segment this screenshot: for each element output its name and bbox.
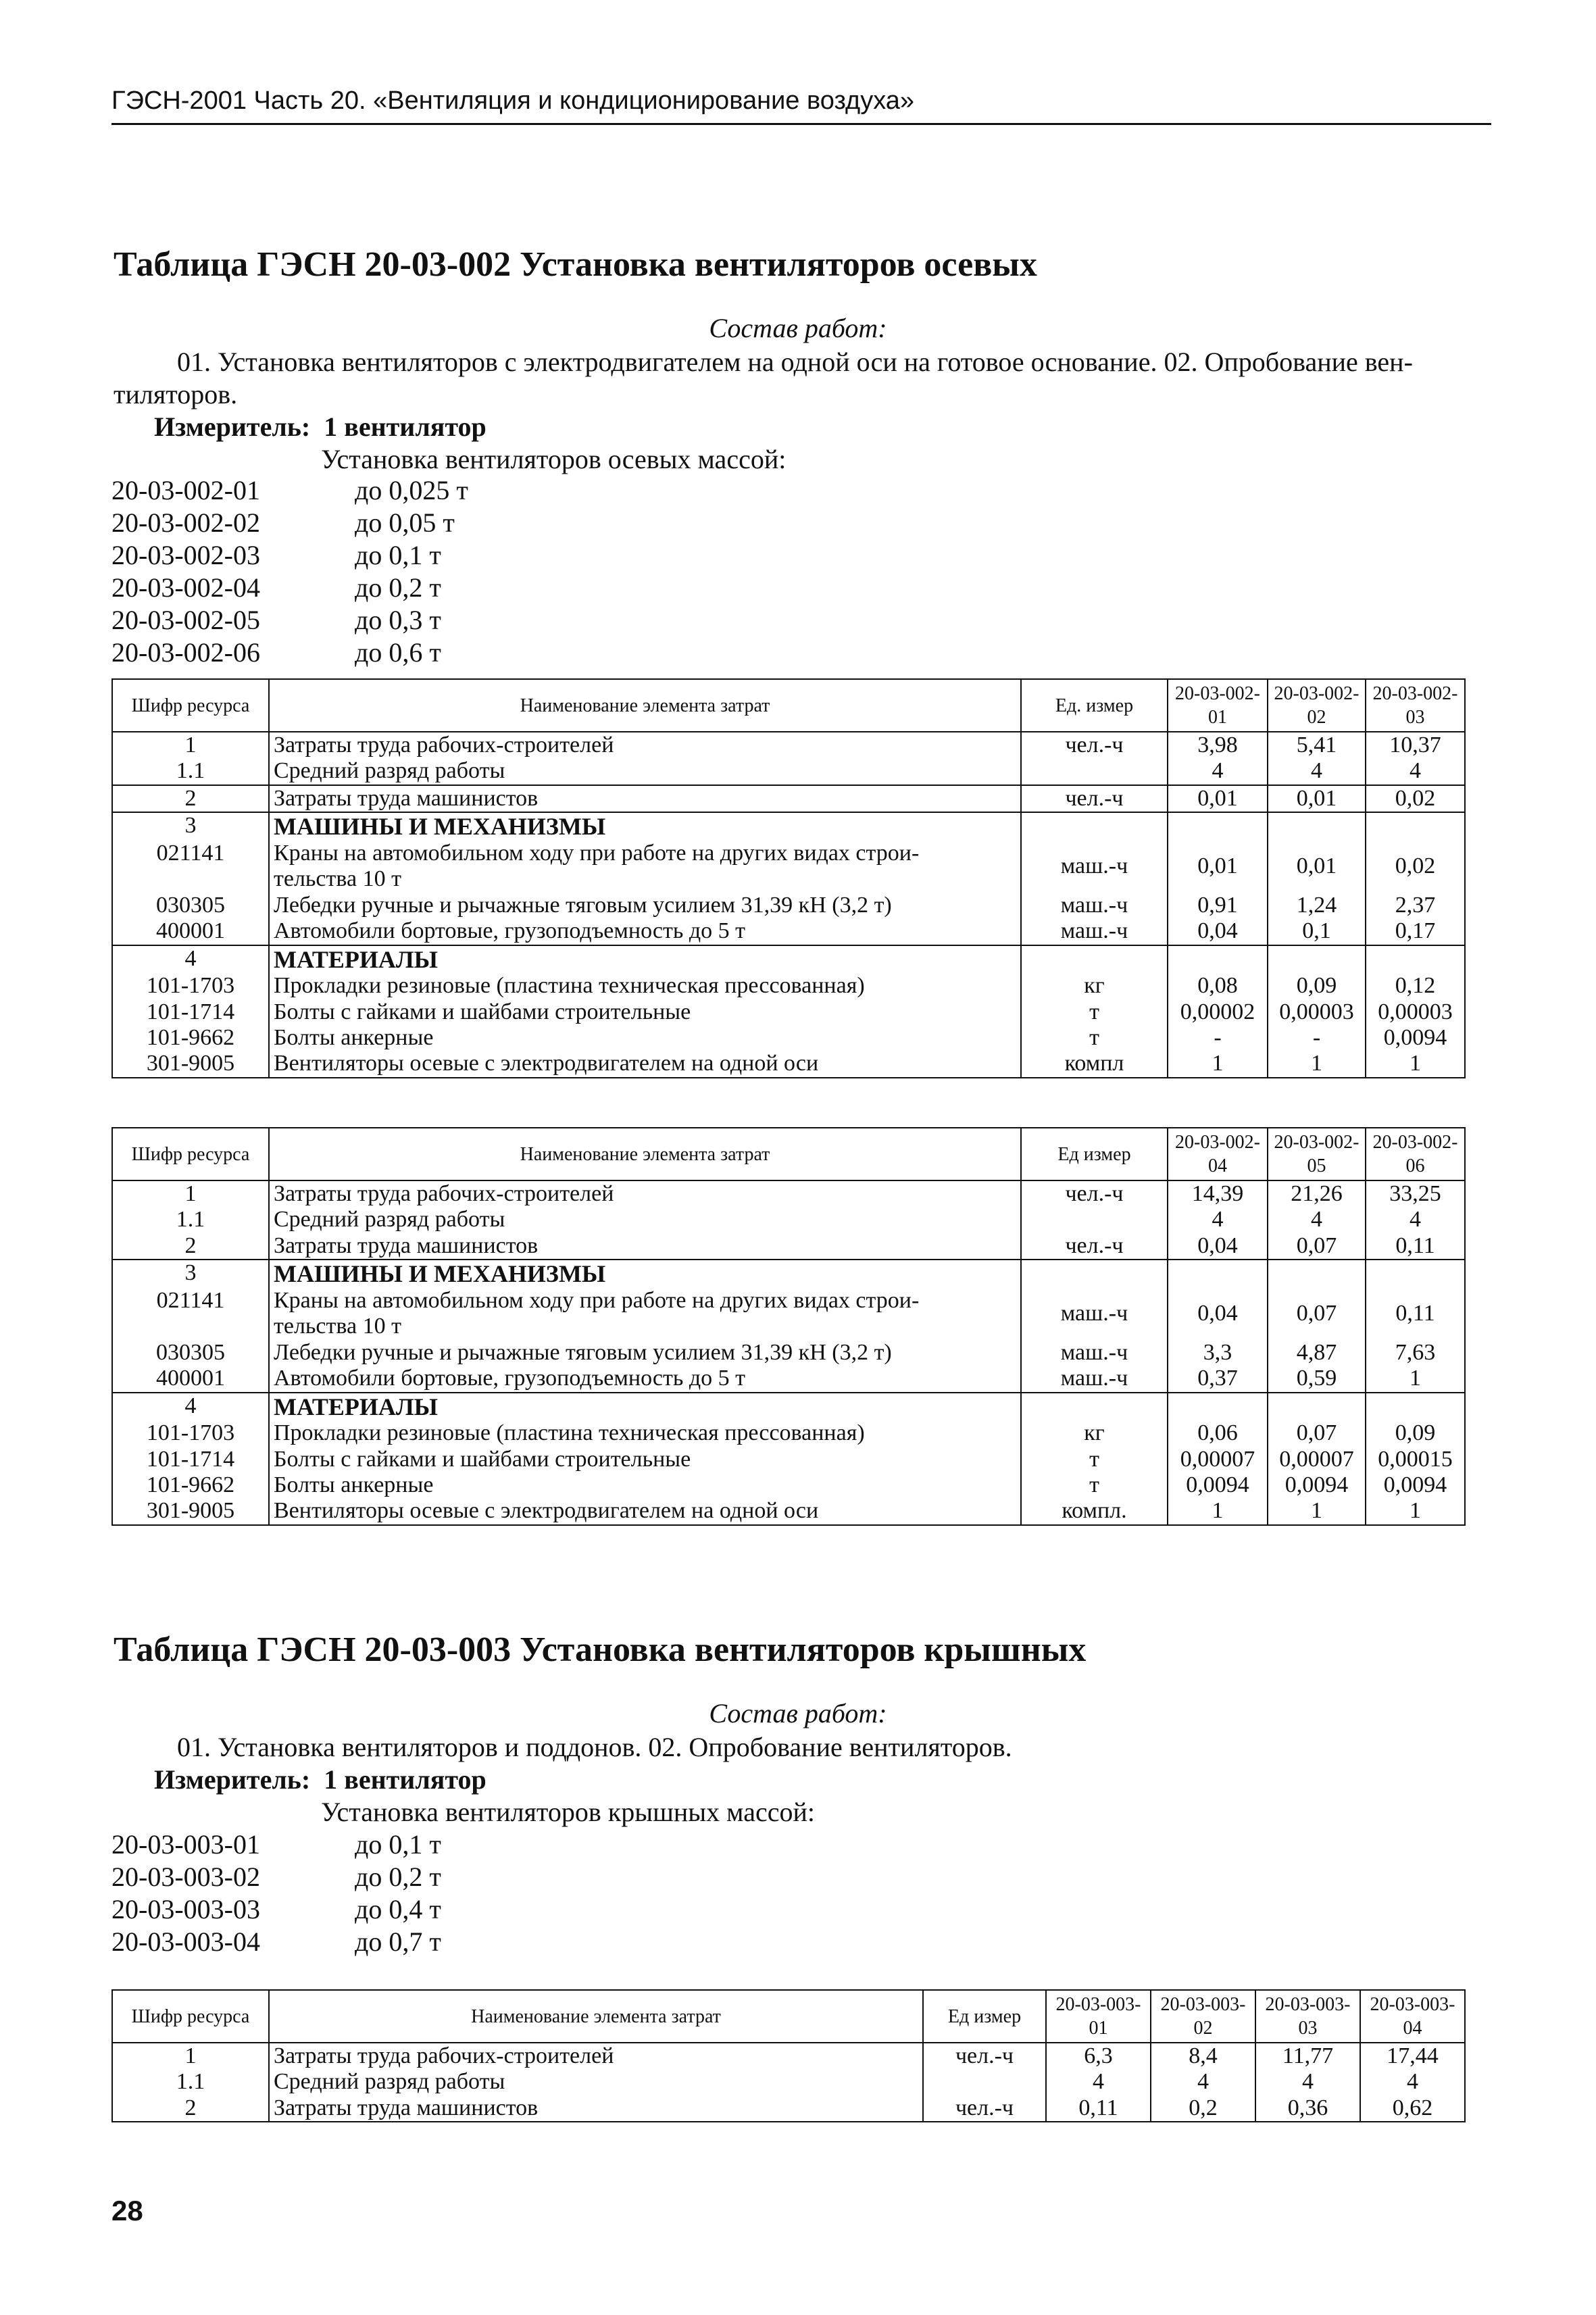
code-item: 20-03-003-02 до 0,2 т bbox=[111, 1862, 441, 1892]
table-row: 2 Затраты труда машинистов чел.-ч 0,04 0,07 0,11 bbox=[112, 1233, 1465, 1260]
table-row: 030305 Лебедки ручные и рычажные тяговым усилием 31,39 кН (3,2 т) маш.-ч 3,3 4,87 7,63 bbox=[112, 1340, 1465, 1366]
table1-meter bbox=[154, 411, 487, 443]
table1-install-title: Установка вентиляторов осевых массой: bbox=[321, 444, 787, 474]
code-item: 20-03-002-04 до 0,2 т bbox=[111, 572, 441, 603]
table2-code-list bbox=[111, 1828, 441, 1958]
table-header-row: Шифр ресурса Наименование элемента затрат Ед. измер 20-03-002-01 20-03-002-02 20-03-002-03 bbox=[112, 679, 1465, 732]
code-item: 20-03-003-01 до 0,1 т bbox=[111, 1829, 441, 1860]
cost-table-002-a bbox=[111, 678, 1466, 1078]
table-row: 101-1703 Прокладки резиновые (пластина техническая прессованная) кг 0,08 0,09 0,12 bbox=[112, 973, 1465, 999]
meter-value: 1 вентилятор bbox=[324, 1764, 487, 1795]
table-row: 2 Затраты труда машинистов чел.-ч 0,01 0,01 0,02 bbox=[112, 785, 1465, 812]
table1-code-list bbox=[111, 474, 468, 669]
section-row: 4 МАТЕРИАЛЫ bbox=[112, 1393, 1465, 1421]
code-item: 20-03-002-02 до 0,05 т bbox=[111, 507, 455, 538]
code-item: 20-03-002-03 до 0,1 т bbox=[111, 540, 441, 570]
table-row: 301-9005 Вентиляторы осевые с электродвигателем на одной оси компл 1 1 1 bbox=[112, 1051, 1465, 1077]
table2-title: Таблица ГЭСН 20-03-003 Установка вентиляторов крышных bbox=[114, 1631, 1087, 1669]
table2-meter bbox=[154, 1764, 487, 1795]
header-rule bbox=[111, 123, 1491, 125]
table-row: 400001 Автомобили бортовые, грузоподъемность до 5 т маш.-ч 0,37 0,59 1 bbox=[112, 1366, 1465, 1392]
table2-composition-line1: 01. Установка вентиляторов и поддонов. 02. Опробование вентиляторов. bbox=[177, 1732, 1012, 1762]
table-header-row: Шифр ресурса Наименование элемента затрат Ед измер 20-03-003-01 20-03-003-02 20-03-003-03 20-03-003-04 bbox=[112, 1990, 1465, 2043]
code-item: 20-03-003-03 до 0,4 т bbox=[111, 1894, 441, 1924]
page-number: 28 bbox=[111, 2195, 143, 2226]
table-row: 1 Затраты труда рабочих-строителей чел.-ч 14,39 21,26 33,25 bbox=[112, 1180, 1465, 1207]
table-row: 1.1 Средний разряд работы 4 4 4 4 bbox=[112, 2069, 1465, 2095]
meter-label: Измеритель: bbox=[154, 412, 311, 442]
table-row: 400001 Автомобили бортовые, грузоподъемность до 5 т маш.-ч 0,04 0,1 0,17 bbox=[112, 918, 1465, 945]
section-row: 3 МАШИНЫ И МЕХАНИЗМЫ bbox=[112, 812, 1465, 841]
table1-composition-title: Состав работ: bbox=[709, 313, 887, 343]
table-row: 101-9662 Болты анкерные т 0,0094 0,0094 0,0094 bbox=[112, 1472, 1465, 1498]
table-row: 1 Затраты труда рабочих-строителей чел.-ч 6,3 8,4 11,77 17,44 bbox=[112, 2043, 1465, 2069]
page-header: ГЭСН-2001 Часть 20. «Вентиляция и кондиционирование воздуха» bbox=[111, 86, 915, 115]
table-row: 301-9005 Вентиляторы осевые с электродвигателем на одной оси компл. 1 1 1 bbox=[112, 1498, 1465, 1524]
table-row: 1.1 Средний разряд работы 4 4 4 bbox=[112, 1207, 1465, 1233]
table2-install-title: Установка вентиляторов крышных массой: bbox=[321, 1797, 815, 1827]
table-row: 2 Затраты труда машинистов чел.-ч 0,11 0,2 0,36 0,62 bbox=[112, 2095, 1465, 2122]
code-item: 20-03-002-06 до 0,6 т bbox=[111, 637, 441, 668]
cost-table-002-b bbox=[111, 1127, 1466, 1526]
section-row: 4 МАТЕРИАЛЫ bbox=[112, 945, 1465, 974]
table-row: 101-1703 Прокладки резиновые (пластина техническая прессованная) кг 0,06 0,07 0,09 bbox=[112, 1420, 1465, 1446]
table-row: 101-1714 Болты с гайками и шайбами строительные т 0,00007 0,00007 0,00015 bbox=[112, 1447, 1465, 1472]
cost-table-003 bbox=[111, 1989, 1466, 2122]
code-item: 20-03-002-05 до 0,3 т bbox=[111, 605, 441, 635]
table-row: 030305 Лебедки ручные и рычажные тяговым усилием 31,39 кН (3,2 т) маш.-ч 0,91 1,24 2,37 bbox=[112, 893, 1465, 918]
table-header-row: Шифр ресурса Наименование элемента затрат Ед измер 20-03-002-04 20-03-002-05 20-03-002-06 bbox=[112, 1128, 1465, 1180]
table-row: 021141 Краны на автомобильном ходу при работе на других видах строи- тельства 10 т маш.-ч 0,01 0,01 0,02 bbox=[112, 841, 1465, 893]
code-item: 20-03-003-04 до 0,7 т bbox=[111, 1926, 441, 1957]
code-item: 20-03-002-01 до 0,025 т bbox=[111, 475, 468, 505]
table-row: 101-1714 Болты с гайками и шайбами строительные т 0,00002 0,00003 0,00003 bbox=[112, 999, 1465, 1025]
table1-composition-line2: тиляторов. bbox=[114, 379, 238, 409]
meter-value: 1 вентилятор bbox=[324, 412, 487, 442]
table1-title: Таблица ГЭСН 20-03-002 Установка вентиляторов осевых bbox=[114, 245, 1037, 284]
table1-composition-line1: 01. Установка вентиляторов с электродвигателем на одной оси на готовое основание. 02. Опробование вен- bbox=[177, 347, 1413, 377]
table-row: 101-9662 Болты анкерные т - - 0,0094 bbox=[112, 1025, 1465, 1051]
table-row: 021141 Краны на автомобильном ходу при работе на других видах строи- тельства 10 т маш.-ч 0,04 0,07 0,11 bbox=[112, 1288, 1465, 1340]
section-row: 3 МАШИНЫ И МЕХАНИЗМЫ bbox=[112, 1260, 1465, 1288]
table2-composition-title: Состав работ: bbox=[709, 1698, 887, 1728]
table-row: 1 Затраты труда рабочих-строителей чел.-ч 3,98 5,41 10,37 bbox=[112, 732, 1465, 758]
meter-label: Измеритель: bbox=[154, 1764, 311, 1795]
table-row: 1.1 Средний разряд работы 4 4 4 bbox=[112, 758, 1465, 785]
